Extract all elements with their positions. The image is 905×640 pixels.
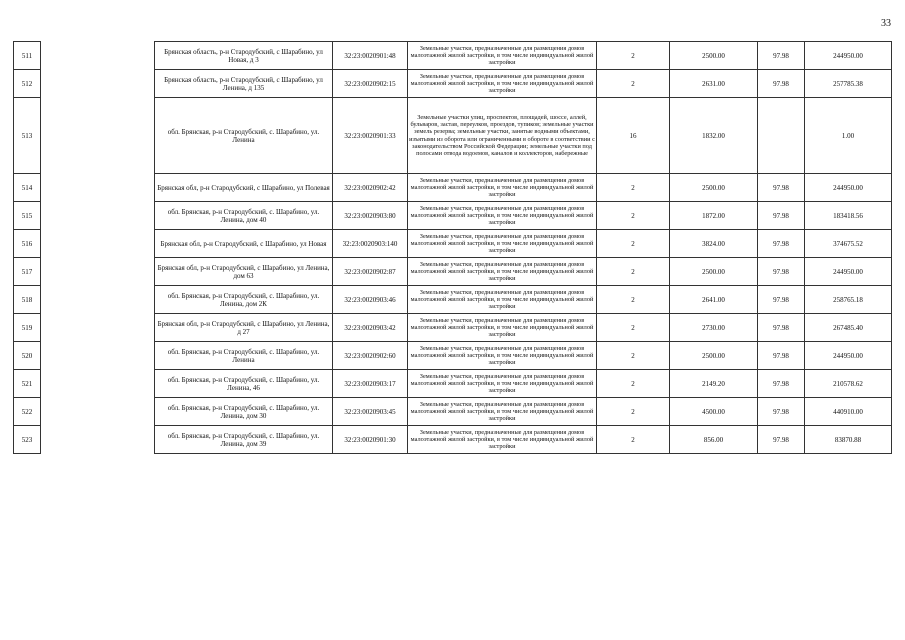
table-row — [14, 258, 892, 286]
land-use-cell: Земельные участки, предназначенные для размещения домов малоэтажной жилой застройки, в том числе индивидуальной жилой застройки — [408, 42, 597, 70]
land-use-cell: Земельные участки, предназначенные для размещения домов малоэтажной жилой застройки, в том числе индивидуальной жилой застройки — [408, 230, 597, 258]
empty-column-cell — [41, 314, 155, 342]
rate-cell: 97.98 — [758, 70, 805, 98]
area-cell: 1872.00 — [670, 202, 758, 230]
rate-cell — [758, 98, 805, 174]
rate-cell: 97.98 — [758, 342, 805, 370]
area-cell: 2730.00 — [670, 314, 758, 342]
rate-cell: 97.98 — [758, 174, 805, 202]
area-cell: 856.00 — [670, 426, 758, 454]
cadastral-value-cell: 83870.88 — [805, 426, 892, 454]
area-cell: 3824.00 — [670, 230, 758, 258]
land-use-cell: Земельные участки, предназначенные для размещения домов малоэтажной жилой застройки, в том числе индивидуальной жилой застройки — [408, 314, 597, 342]
cadastral-value-table — [13, 41, 892, 454]
area-cell: 2641.00 — [670, 286, 758, 314]
row-number-cell: 516 — [14, 230, 41, 258]
row-number-cell: 521 — [14, 370, 41, 398]
address-cell: обл. Брянская, р-н Стародубский, с. Шарабино, ул. Ленина, дом 40 — [155, 202, 333, 230]
area-cell: 2500.00 — [670, 342, 758, 370]
row-number-cell: 520 — [14, 342, 41, 370]
address-cell: обл. Брянская, р-н Стародубский, с. Шарабино, ул. Ленина — [155, 342, 333, 370]
empty-column-cell — [41, 342, 155, 370]
cadastral-value-cell: 258765.18 — [805, 286, 892, 314]
table-row — [14, 286, 892, 314]
empty-column-cell — [41, 174, 155, 202]
table-row — [14, 42, 892, 70]
address-cell: обл. Брянская, р-н Стародубский, с. Шарабино, ул. Ленина, 46 — [155, 370, 333, 398]
empty-column-cell — [41, 202, 155, 230]
use-code-cell: 2 — [597, 174, 670, 202]
rate-cell: 97.98 — [758, 202, 805, 230]
land-use-cell: Земельные участки, предназначенные для размещения домов малоэтажной жилой застройки, в том числе индивидуальной жилой застройки — [408, 370, 597, 398]
rate-cell: 97.98 — [758, 42, 805, 70]
address-cell: Брянская обл, р-н Стародубский, с Шарабино, ул Полевая — [155, 174, 333, 202]
cadastral-value-cell: 244950.00 — [805, 42, 892, 70]
area-cell: 2631.00 — [670, 70, 758, 98]
land-use-cell: Земельные участки, предназначенные для размещения домов малоэтажной жилой застройки, в том числе индивидуальной жилой застройки — [408, 398, 597, 426]
address-cell: обл. Брянская, р-н Стародубский, с. Шарабино, ул. Ленина, дом 30 — [155, 398, 333, 426]
table-body — [14, 42, 892, 454]
area-cell: 2149.20 — [670, 370, 758, 398]
row-number-cell: 515 — [14, 202, 41, 230]
cadastral-number-cell: 32:23:0020901:48 — [333, 42, 408, 70]
cadastral-number-cell: 32:23:0020903:80 — [333, 202, 408, 230]
use-code-cell: 2 — [597, 70, 670, 98]
table-row — [14, 370, 892, 398]
address-cell: обл. Брянская, р-н Стародубский, с. Шарабино, ул. Ленина, дом 2К — [155, 286, 333, 314]
area-cell: 4500.00 — [670, 398, 758, 426]
empty-column-cell — [41, 42, 155, 70]
use-code-cell: 2 — [597, 258, 670, 286]
use-code-cell: 2 — [597, 314, 670, 342]
address-cell: Брянская обл, р-н Стародубский, с Шарабино, ул Новая — [155, 230, 333, 258]
table-row — [14, 398, 892, 426]
table-row — [14, 230, 892, 258]
use-code-cell: 2 — [597, 230, 670, 258]
table-row — [14, 98, 892, 174]
row-number-cell: 518 — [14, 286, 41, 314]
empty-column-cell — [41, 70, 155, 98]
table-row — [14, 70, 892, 98]
rate-cell: 97.98 — [758, 230, 805, 258]
table-row — [14, 342, 892, 370]
cadastral-number-cell: 32:23:0020902:60 — [333, 342, 408, 370]
row-number-cell: 519 — [14, 314, 41, 342]
address-cell: Брянская обл, р-н Стародубский, с Шарабино, ул Ленина, дом 63 — [155, 258, 333, 286]
land-use-cell: Земельные участки улиц, проспектов, площадей, шоссе, аллей, бульваров, застав, переулков, проездов, тупиков; земельные участки земель резерва; земельные участки, занятые водными объектами, изъятыми из оборота или ограниченными в обороте в соответствии с законодательством Российской Федерации; земельные участки под полосами отвода водоемов, каналов и коллекторов, набережные — [408, 98, 597, 174]
row-number-cell: 514 — [14, 174, 41, 202]
address-cell: Брянская область, р-н Стародубский, с Шарабино, ул Ленина, д 135 — [155, 70, 333, 98]
rate-cell: 97.98 — [758, 426, 805, 454]
area-cell: 2500.00 — [670, 42, 758, 70]
table-row — [14, 174, 892, 202]
cadastral-number-cell: 32:23:0020902:42 — [333, 174, 408, 202]
empty-column-cell — [41, 426, 155, 454]
use-code-cell: 2 — [597, 42, 670, 70]
table-row — [14, 202, 892, 230]
row-number-cell: 517 — [14, 258, 41, 286]
empty-column-cell — [41, 98, 155, 174]
cadastral-number-cell: 32:23:0020902:15 — [333, 70, 408, 98]
page-number: 33 — [881, 18, 891, 29]
land-use-cell: Земельные участки, предназначенные для размещения домов малоэтажной жилой застройки, в том числе индивидуальной жилой застройки — [408, 174, 597, 202]
table-row — [14, 426, 892, 454]
cadastral-value-cell: 257785.38 — [805, 70, 892, 98]
row-number-cell: 522 — [14, 398, 41, 426]
cadastral-number-cell: 32:23:0020902:87 — [333, 258, 408, 286]
use-code-cell: 2 — [597, 286, 670, 314]
land-use-cell: Земельные участки, предназначенные для размещения домов малоэтажной жилой застройки, в том числе индивидуальной жилой застройки — [408, 426, 597, 454]
cadastral-number-cell: 32:23:0020901:33 — [333, 98, 408, 174]
cadastral-value-cell: 183418.56 — [805, 202, 892, 230]
address-cell: обл. Брянская, р-н Стародубский, с. Шарабино, ул. Ленина — [155, 98, 333, 174]
row-number-cell: 523 — [14, 426, 41, 454]
rate-cell: 97.98 — [758, 398, 805, 426]
address-cell: обл. Брянская, р-н Стародубский, с. Шарабино, ул. Ленина, дом 39 — [155, 426, 333, 454]
cadastral-number-cell: 32:23:0020901:30 — [333, 426, 408, 454]
empty-column-cell — [41, 398, 155, 426]
cadastral-number-cell: 32:23:0020903:17 — [333, 370, 408, 398]
row-number-cell: 512 — [14, 70, 41, 98]
rate-cell: 97.98 — [758, 314, 805, 342]
land-use-cell: Земельные участки, предназначенные для размещения домов малоэтажной жилой застройки, в том числе индивидуальной жилой застройки — [408, 202, 597, 230]
cadastral-number-cell: 32:23:0020903:45 — [333, 398, 408, 426]
empty-column-cell — [41, 230, 155, 258]
row-number-cell: 511 — [14, 42, 41, 70]
use-code-cell: 2 — [597, 398, 670, 426]
rate-cell: 97.98 — [758, 258, 805, 286]
use-code-cell: 2 — [597, 342, 670, 370]
cadastral-value-cell: 374675.52 — [805, 230, 892, 258]
cadastral-value-cell: 244950.00 — [805, 258, 892, 286]
cadastral-number-cell: 32:23:0020903:140 — [333, 230, 408, 258]
use-code-cell: 2 — [597, 370, 670, 398]
cadastral-number-cell: 32:23:0020903:42 — [333, 314, 408, 342]
use-code-cell: 2 — [597, 202, 670, 230]
address-cell: Брянская область, р-н Стародубский, с Шарабино, ул Новая, д 3 — [155, 42, 333, 70]
cadastral-value-cell: 1.00 — [805, 98, 892, 174]
rate-cell: 97.98 — [758, 370, 805, 398]
area-cell: 2500.00 — [670, 258, 758, 286]
cadastral-number-cell: 32:23:0020903:46 — [333, 286, 408, 314]
use-code-cell: 2 — [597, 426, 670, 454]
rate-cell: 97.98 — [758, 286, 805, 314]
land-use-cell: Земельные участки, предназначенные для размещения домов малоэтажной жилой застройки, в том числе индивидуальной жилой застройки — [408, 70, 597, 98]
cadastral-value-cell: 244950.00 — [805, 342, 892, 370]
use-code-cell: 16 — [597, 98, 670, 174]
land-use-cell: Земельные участки, предназначенные для размещения домов малоэтажной жилой застройки, в том числе индивидуальной жилой застройки — [408, 286, 597, 314]
land-use-cell: Земельные участки, предназначенные для размещения домов малоэтажной жилой застройки, в том числе индивидуальной жилой застройки — [408, 258, 597, 286]
empty-column-cell — [41, 370, 155, 398]
cadastral-value-cell: 244950.00 — [805, 174, 892, 202]
row-number-cell: 513 — [14, 98, 41, 174]
cadastral-value-cell: 440910.00 — [805, 398, 892, 426]
empty-column-cell — [41, 286, 155, 314]
area-cell: 2500.00 — [670, 174, 758, 202]
land-use-cell: Земельные участки, предназначенные для размещения домов малоэтажной жилой застройки, в том числе индивидуальной жилой застройки — [408, 342, 597, 370]
address-cell: Брянская обл, р-н Стародубский, с Шарабино, ул Ленина, д 27 — [155, 314, 333, 342]
cadastral-value-cell: 267485.40 — [805, 314, 892, 342]
cadastral-value-cell: 210578.62 — [805, 370, 892, 398]
empty-column-cell — [41, 258, 155, 286]
table-row — [14, 314, 892, 342]
area-cell: 1832.00 — [670, 98, 758, 174]
